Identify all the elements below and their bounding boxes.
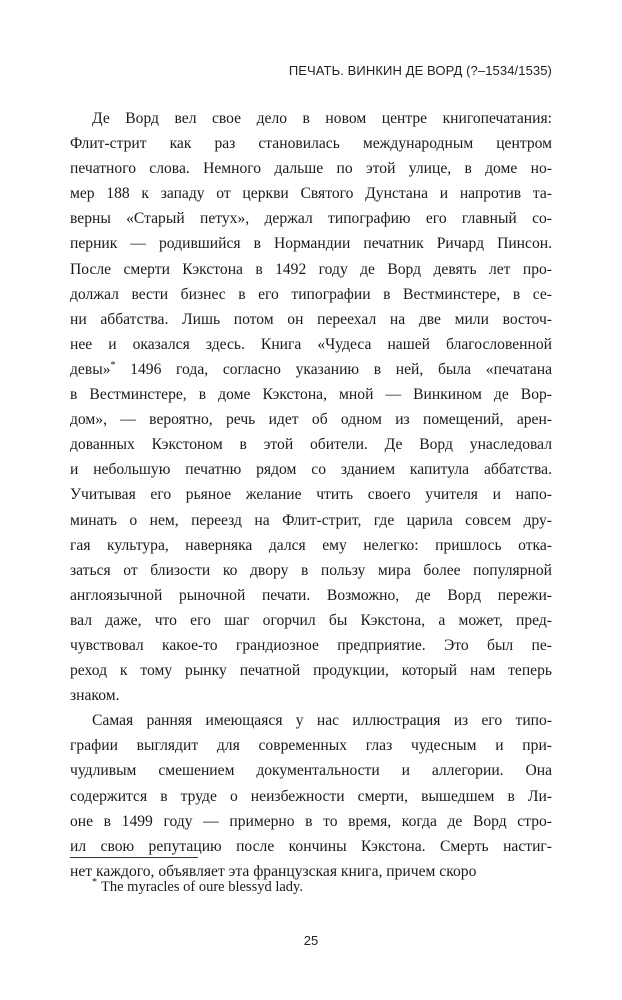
text-line: печатного слова. Немного дальше по этой улице, в доме но-: [70, 160, 552, 178]
text-line: заться от близости ко двору в пользу мира более популярной: [70, 561, 552, 579]
text-line: знаком.: [70, 687, 120, 705]
text-line: оне в 1499 году — примерно в то время, когда де Ворд стро-: [70, 812, 552, 830]
text-line: в Вестминстере, в доме Кэкстона, мной — Винкином де Вор-: [70, 386, 552, 404]
text-line: гая культура, наверняка дался ему нелегко: пришлось отка-: [70, 536, 552, 554]
footnote-text: The myracles of oure blessyd lady.: [101, 879, 303, 895]
footnote-mark: *: [92, 877, 97, 889]
text-line: нет каждого, объявляет эта французская книга, причем скоро: [70, 862, 477, 880]
page-number: 25: [303, 933, 319, 948]
text-line: Флит-стрит как раз становилась международным центром: [70, 135, 552, 153]
text-line: ни аббатства. Лишь потом он переехал на две мили восточ-: [70, 310, 552, 328]
text-line: перник — родившийся в Нормандии печатник Ричард Пинсон.: [70, 235, 552, 253]
text-line: реход к тому рынку печатной продукции, который нам теперь: [70, 662, 552, 680]
text-line: дом», — вероятно, речь идет об одном из помещений, арен-: [70, 411, 552, 429]
text-line: мер 188 к западу от церкви Святого Дунстана и напротив та-: [70, 185, 552, 203]
body-text: [70, 106, 552, 884]
text-line: графии выглядит для современных глаз чудесным и при-: [70, 737, 552, 755]
text-line: дованных Кэкстоном в этой обители. Де Ворд унаследовал: [70, 436, 552, 454]
text-line: Де Ворд вел свое дело в новом центре книгопечатания:: [92, 110, 552, 127]
text-line: чувствовал какое-то грандиозное предприятие. Это был пе-: [70, 636, 552, 654]
footnote-ref: *: [110, 359, 116, 371]
text-line: верны «Старый петух», держал типографию его главный со-: [70, 210, 552, 228]
text-line: чудливым смешением документальности и аллегории. Она: [70, 762, 552, 780]
text-line: англоязычной рыночной печати. Возможно, де Ворд пережи-: [70, 586, 552, 604]
text-line: Учитывая его рьяное желание чтить своего учителя и напо-: [70, 486, 552, 504]
text-line: нее и оказался здесь. Книга «Чудеса нашей благословенной: [70, 335, 552, 353]
text-line: минать о нем, переезд на Флит-стрит, где царила совсем дру-: [70, 511, 552, 529]
footnote-rule: [70, 857, 198, 858]
text-line: и небольшую печатню рядом со зданием капитула аббатства.: [70, 461, 552, 479]
text-line: содержится в труде о неизбежности смерти, вышедшем в Ли-: [70, 787, 552, 805]
text-line: Самая ранняя имеющаяся у нас иллюстрация из его типо-: [92, 712, 552, 730]
text-line: вал даже, что его шаг огорчил бы Кэкстона, а может, пред-: [70, 611, 552, 629]
text-line: девы»* 1496 года, согласно указанию в ней, была «печатана: [70, 359, 552, 378]
running-head: ПЕЧАТЬ. ВИНКИН ДЕ ВОРД (?–1534/1535): [288, 63, 552, 78]
paragraph-1: [70, 106, 552, 708]
text-line: должал вести бизнес в его типографии в Вестминстере, в се-: [70, 285, 552, 303]
text-line: После смерти Кэкстона в 1492 году де Ворд девять лет про-: [70, 260, 552, 278]
footnote: [92, 879, 303, 896]
text-line: ил свою репутацию после кончины Кэкстона. Смерть настиг-: [70, 837, 552, 855]
